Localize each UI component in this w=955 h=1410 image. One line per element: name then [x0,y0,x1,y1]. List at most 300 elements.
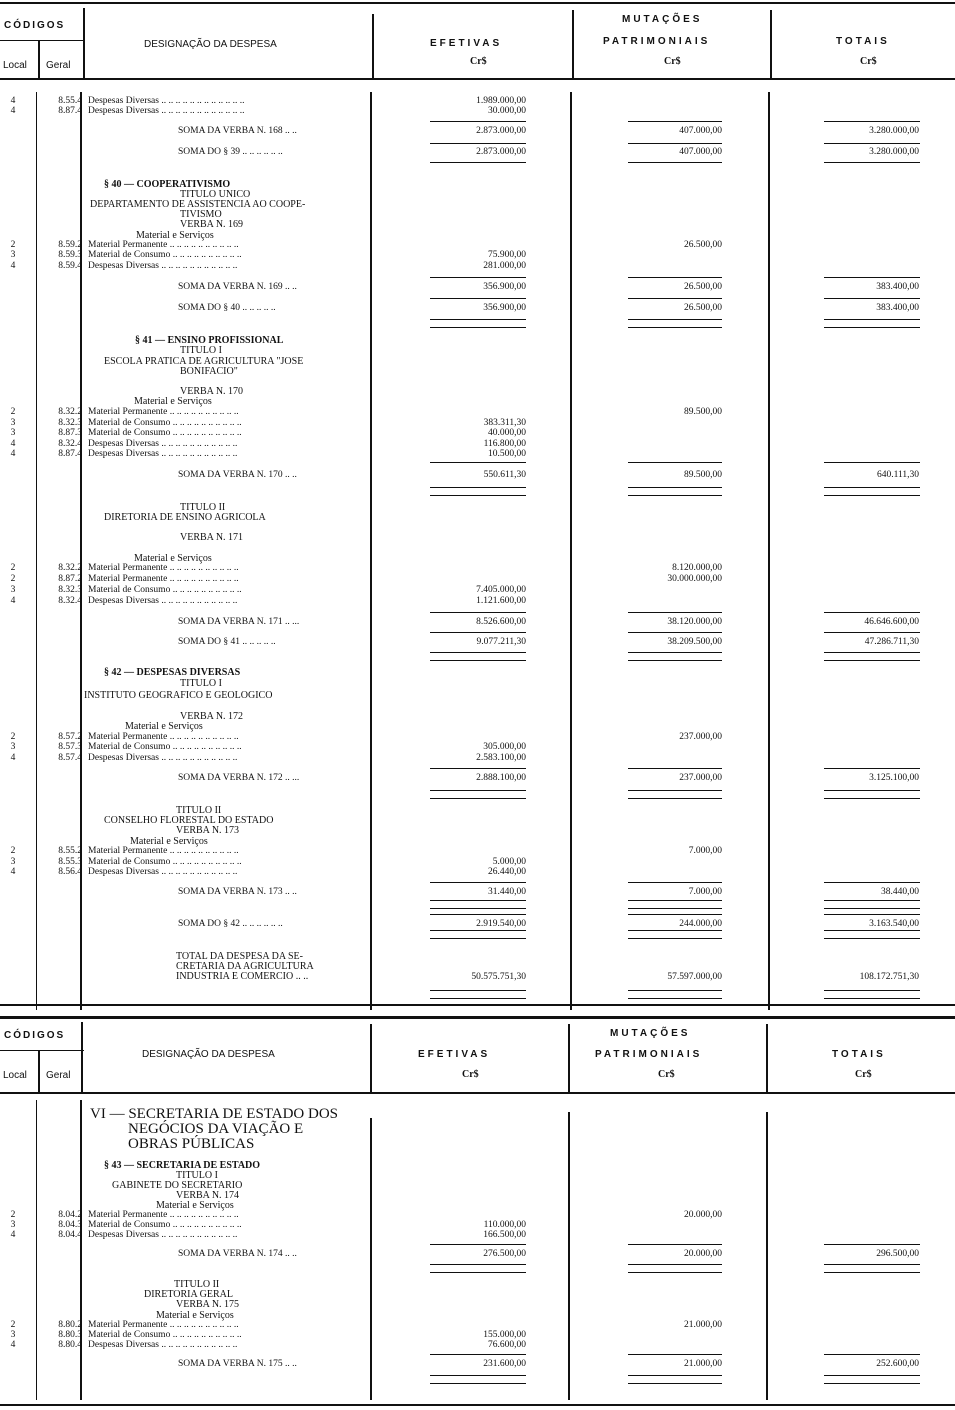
sum-rule [824,914,920,915]
verba-171-label: VERBA N. 171 [180,532,244,543]
sum-rule [430,298,526,299]
totais-value: 640.111,30 [876,470,919,480]
sum-rule [628,660,722,661]
code-local: 3 [10,742,16,752]
table-row [0,470,955,481]
sum-rule [628,462,722,463]
table-row [0,887,955,898]
header-geral: Geral [46,60,71,71]
mutacoes-value: 21.000,00 [684,1359,722,1369]
material-servicos-169: Material e Serviços [136,230,214,241]
sum-rule [628,914,722,915]
mutacoes-value: 244.000,00 [679,919,722,929]
sum-rule [430,462,526,463]
sum-rule [628,121,722,122]
code-geral: 8.04.4 [58,1230,82,1240]
row-description: Material de Consumo .. .. .. .. .. .. .. .. .. .. [88,742,242,752]
sum-rule [824,660,920,661]
row-description: Material de Consumo .. .. .. .. .. .. .. .. .. .. [88,1220,242,1230]
table-row [0,1340,955,1351]
efetivas-value: 40.000,00 [488,428,526,438]
section-40-dept-2: TIVISMO [180,209,222,220]
verba-174-label: VERBA N. 174 [176,1190,240,1201]
sum-rule [430,162,526,163]
code-local: 2 [10,574,16,584]
mutacoes-value: 26.500,00 [684,282,722,292]
code-local: 2 [10,1320,16,1330]
efetivas-value: 356.900,00 [483,282,526,292]
section-40-title: § 40 — COOPERATIVISMO [104,179,231,190]
header-efetivas-2: EFETIVAS [418,1049,491,1060]
table-row [0,919,955,930]
row-description: Material Permanente .. .. .. .. .. .. .. .. .. .. [88,574,239,584]
efetivas-value: 305.000,00 [483,742,526,752]
totais-value: 383.400,00 [876,282,919,292]
row-description: Material de Consumo .. .. .. .. .. .. .. .. .. .. [88,418,242,428]
material-servicos-171: Material e Serviços [134,553,212,564]
sum-rule [824,1272,920,1273]
efetivas-value: 231.600,00 [483,1359,526,1369]
sum-rule [824,277,920,278]
sum-rule [628,162,722,163]
table-header-bottom [0,1012,955,1096]
row-description: SOMA DO § 40 .. .. .. .. .. [178,303,276,313]
sum-rule [824,652,920,653]
sum-rule [824,998,920,999]
sum-rule [628,798,722,799]
sum-rule [824,143,920,144]
conselho-florestal: CONSELHO FLORESTAL DO ESTADO [104,815,274,826]
table-row [0,574,955,585]
row-description: SOMA DO § 41 .. .. .. .. .. [178,637,276,647]
sum-rule [628,632,722,633]
row-description: Material Permanente .. .. .. .. .. .. .. .. .. .. [88,1320,239,1330]
table-row [0,972,955,983]
mutacoes-value: 38.209.500,00 [667,637,722,647]
sum-rule [430,1383,526,1384]
sum-rule [628,1375,722,1376]
sum-rule [824,1264,920,1265]
efetivas-value: 116.800,00 [483,439,526,449]
sum-rule [430,632,526,633]
table-row [0,617,955,628]
row-description: Material Permanente .. .. .. .. .. .. .. .. .. .. [88,407,239,417]
row-description: Material Permanente .. .. .. .. .. .. .. .. .. .. [88,563,239,573]
sum-rule [430,798,526,799]
totais-value: 3.280.000,00 [869,147,919,157]
code-local: 3 [10,585,16,595]
totais-value: 383.400,00 [876,303,919,313]
table-row [0,846,955,857]
sum-rule [430,908,526,909]
code-geral: 8.32.4 [58,596,82,606]
section-vi-title-3: OBRAS PÚBLICAS [128,1136,255,1152]
section-41-titulo: TITULO I [180,345,222,356]
sum-rule [824,1375,920,1376]
efetivas-value: 2.873.000,00 [476,126,526,136]
sum-rule [824,1244,920,1245]
sum-rule [628,298,722,299]
mutacoes-value: 57.597.000,00 [667,972,722,982]
table-row [0,867,955,878]
header-mutacoes-line1: MUTAÇÕES [622,14,703,25]
header-designacao: DESIGNAÇÃO DA DESPESA [144,39,277,50]
efetivas-value: 8.526.600,00 [476,617,526,627]
table-row [0,147,955,158]
material-servicos-173: Material e Serviços [130,836,208,847]
code-geral: 8.57.4 [58,753,82,763]
sum-rule [824,632,920,633]
code-geral: 8.59.3 [58,250,82,260]
sum-rule [430,652,526,653]
sum-rule [430,487,526,488]
sum-rule [824,612,920,613]
code-geral: 8.80.3 [58,1330,82,1340]
header-mutacoes-line1-2: MUTAÇÕES [610,1028,691,1039]
sum-rule [824,319,920,320]
efetivas-value: 110.000,00 [483,1220,526,1230]
efetivas-value: 1.989.000,00 [476,96,526,106]
row-description: SOMA DA VERBA N. 175 .. .. [178,1359,297,1369]
sum-rule [824,298,920,299]
header-codigos-2: CÓDIGOS [4,1030,66,1041]
mutacoes-value: 26.500,00 [684,303,722,313]
header-totais-currency: Cr$ [860,56,877,67]
efetivas-value: 26.440,00 [488,867,526,877]
sum-rule [430,930,526,931]
row-description: Material de Consumo .. .. .. .. .. .. .. .. .. .. [88,1330,242,1340]
sum-rule [628,938,722,939]
sum-rule [430,990,526,991]
sum-rule [430,914,526,915]
code-local: 3 [10,1220,16,1230]
row-description: Material de Consumo .. .. .. .. .. .. .. .. .. .. [88,250,242,260]
sum-rule [824,495,920,496]
totais-value: 38.440,00 [881,887,919,897]
mutacoes-value: 26.500,00 [684,240,722,250]
row-description: SOMA DA VERBA N. 172 .. ... [178,773,300,783]
code-local: 2 [10,1210,16,1220]
code-geral: 8.59.2 [58,240,82,250]
row-description: Despesas Diversas .. .. .. .. .. .. .. .. .. .. .. [88,261,238,271]
mutacoes-value: 7.000,00 [688,887,722,897]
mutacoes-value: 20.000,00 [684,1249,722,1259]
sum-rule [628,1264,722,1265]
sum-rule [824,162,920,163]
sum-rule [430,327,526,328]
row-description: SOMA DA VERBA N. 169 .. .. [178,282,297,292]
sum-rule [430,998,526,999]
efetivas-value: 2.919.540,00 [476,919,526,929]
totais-value: 46.646.600,00 [864,617,919,627]
code-local: 4 [10,106,16,116]
section-42-titulo: TITULO I [180,678,222,689]
table-row [0,742,955,753]
table-row [0,126,955,137]
code-geral: 8.32.4 [58,439,82,449]
section-41-escola-2: BONIFACIO" [180,366,238,377]
row-description: SOMA DA VERBA N. 171 .. ... [178,617,300,627]
efetivas-value: 76.600,00 [488,1340,526,1350]
sum-rule [628,1244,722,1245]
efetivas-value: 2.583.100,00 [476,753,526,763]
efetivas-value: 5.000,00 [492,857,526,867]
table-row [0,773,955,784]
instituto-geografico: INSTITUTO GEOGRAFICO E GEOLOGICO [84,690,273,701]
sum-rule [430,277,526,278]
sum-rule [430,790,526,791]
section-vi-title-1: VI — SECRETARIA DE ESTADO DOS [90,1106,339,1122]
efetivas-value: 2.873.000,00 [476,147,526,157]
section-41-title: § 41 — ENSINO PROFISSIONAL [135,335,284,346]
gabinete-secretario: GABINETE DO SECRETARIO [112,1180,243,1191]
efetivas-value: 281.000,00 [483,261,526,271]
code-geral: 8.80.4 [58,1340,82,1350]
code-local: 4 [10,1340,16,1350]
efetivas-value: 10.500,00 [488,449,526,459]
totais-value: 3.163.540,00 [869,919,919,929]
table-row [0,282,955,293]
header-designacao-2: DESIGNAÇÃO DA DESPESA [142,1049,275,1060]
code-geral: 8.57.3 [58,742,82,752]
material-servicos-170: Material e Serviços [134,396,212,407]
code-local: 3 [10,418,16,428]
efetivas-value: 1.121.600,00 [476,596,526,606]
sum-rule [628,990,722,991]
sum-rule [824,790,920,791]
row-description: Material de Consumo .. .. .. .. .. .. .. .. .. .. [88,428,242,438]
section-42-title: § 42 — DESPESAS DIVERSAS [104,667,241,678]
sum-rule [824,882,920,883]
material-servicos-175: Material e Serviços [156,1310,234,1321]
sum-rule [628,612,722,613]
sum-rule [628,908,722,909]
sum-rule [430,1375,526,1376]
sum-rule [824,990,920,991]
code-local: 4 [10,96,16,106]
sum-rule [628,1383,722,1384]
mutacoes-value: 30.000.000,00 [667,574,722,584]
totais-value: 108.172.751,30 [859,972,919,982]
code-local: 4 [10,596,16,606]
header-local: Local [3,60,27,71]
sum-rule [430,1264,526,1265]
row-description: Despesas Diversas .. .. .. .. .. .. .. .. .. .. .. .. [88,106,245,116]
table-row [0,563,955,574]
sum-rule [628,495,722,496]
efetivas-value: 75.900,00 [488,250,526,260]
sum-rule [430,143,526,144]
sum-rule [430,660,526,661]
sum-rule [628,1354,722,1355]
totais-value: 47.286.711,30 [864,637,919,647]
header-totais-2: TOTAIS [832,1049,886,1060]
code-local: 3 [10,1330,16,1340]
row-description: SOMA DO § 39 .. .. .. .. .. .. [178,147,283,157]
verba-175-label: VERBA N. 175 [176,1299,240,1310]
header-totais-currency-2: Cr$ [855,1069,872,1080]
header-mutacoes-line2-2: PATRIMONIAIS [595,1049,703,1060]
section-43-titulo: TITULO I [176,1170,218,1181]
sum-rule [430,938,526,939]
table-row [0,1359,955,1370]
sum-rule [824,462,920,463]
sum-rule [824,900,920,901]
efetivas-value: 50.575.751,30 [471,972,526,982]
code-local: 2 [10,240,16,250]
sum-rule [0,1004,955,1006]
sum-rule [824,908,920,909]
sum-rule [430,1244,526,1245]
row-description: Material de Consumo .. .. .. .. .. .. .. .. .. .. [88,585,242,595]
sum-rule [430,900,526,901]
table-row [0,106,955,117]
code-local: 2 [10,846,16,856]
mutacoes-value: 407.000,00 [679,126,722,136]
row-description: Despesas Diversas .. .. .. .. .. .. .. .. .. .. .. [88,596,238,606]
totais-value: 252.600,00 [876,1359,919,1369]
material-servicos-172: Material e Serviços [125,721,203,732]
sum-rule [628,930,722,931]
table-row [0,753,955,764]
section-40-dept-1: DEPARTAMENTO DE ASSISTENCIA AO COOPE- [90,199,306,210]
row-description: Material Permanente .. .. .. .. .. .. .. .. .. .. [88,1210,239,1220]
sum-rule [628,768,722,769]
code-local: 3 [10,428,16,438]
table-row [0,596,955,607]
verba-173-label: VERBA N. 173 [176,825,240,836]
code-local: 2 [10,732,16,742]
verba-170-label: VERBA N. 170 [180,386,244,397]
row-description: Despesas Diversas .. .. .. .. .. .. .. .. .. .. .. .. [88,96,245,106]
sum-rule [824,1383,920,1384]
sum-rule [430,495,526,496]
row-description: SOMA DA VERBA N. 174 .. .. [178,1249,297,1259]
row-description: SOMA DA VERBA N. 168 .. .. [178,126,297,136]
table-row [0,261,955,272]
sum-rule [824,121,920,122]
code-geral: 8.32.3 [58,418,82,428]
code-geral: 8.57.2 [58,732,82,742]
code-local: 4 [10,261,16,271]
code-geral: 8.04.2 [58,1210,82,1220]
sum-rule [628,790,722,791]
sum-rule [628,998,722,999]
sum-rule [824,930,920,931]
code-local: 4 [10,867,16,877]
verba-169-label: VERBA N. 169 [180,219,244,230]
diretoria-geral: DIRETORIA GERAL [144,1289,233,1300]
sum-rule [430,768,526,769]
header-mutacoes-currency: Cr$ [664,56,681,67]
sum-rule [430,1354,526,1355]
code-local: 3 [10,857,16,867]
efetivas-value: 7.405.000,00 [476,585,526,595]
efetivas-value: 356.900,00 [483,303,526,313]
mutacoes-value: 89.500,00 [684,407,722,417]
sum-rule [628,487,722,488]
code-geral: 8.80.2 [58,1320,82,1330]
sum-rule [628,652,722,653]
code-geral: 8.04.3 [58,1220,82,1230]
efetivas-value: 276.500,00 [483,1249,526,1259]
titulo-2-diretoria: TITULO II [180,502,226,513]
row-description: Despesas Diversas .. .. .. .. .. .. .. .. .. .. .. [88,753,238,763]
efetivas-value: 31.440,00 [488,887,526,897]
table-row [0,449,955,460]
table-row [0,250,955,261]
mutacoes-value: 237.000,00 [679,732,722,742]
sum-rule [628,900,722,901]
sum-rule [824,798,920,799]
table-row [0,1249,955,1260]
row-description: Material Permanente .. .. .. .. .. .. .. .. .. .. [88,846,239,856]
verba-172-label: VERBA N. 172 [180,711,244,722]
sum-rule [628,327,722,328]
sum-rule [824,327,920,328]
table-row [0,1230,955,1241]
code-geral: 8.32.2 [58,407,82,417]
row-description: Despesas Diversas .. .. .. .. .. .. .. .. .. .. .. [88,449,238,459]
mutacoes-value: 38.120.000,00 [667,617,722,627]
header-codigos: CÓDIGOS [4,20,66,31]
titulo-2-diretoria-geral: TITULO II [174,1279,220,1290]
code-geral: 8.55.4 [58,96,82,106]
efetivas-value: 9.077.211,30 [476,637,526,647]
code-local: 4 [10,1230,16,1240]
efetivas-value: 383.311,30 [483,418,526,428]
sum-rule [824,1354,920,1355]
sum-rule [824,768,920,769]
sum-rule [824,938,920,939]
code-local: 4 [10,439,16,449]
totais-value: 3.280.000,00 [869,126,919,136]
totais-value: 296.500,00 [876,1249,919,1259]
section-43-title: § 43 — SECRETARIA DE ESTADO [104,1160,261,1171]
table-header-top [0,0,955,74]
code-geral: 8.87.4 [58,449,82,459]
code-local: 4 [10,753,16,763]
header-efetivas-currency-2: Cr$ [462,1069,479,1080]
table-row [0,303,955,314]
code-geral: 8.87.2 [58,574,82,584]
header-totais: TOTAIS [836,36,890,47]
mutacoes-value: 20.000,00 [684,1210,722,1220]
header-geral-2: Geral [46,1070,71,1081]
sum-rule [628,1272,722,1273]
row-description: Material Permanente .. .. .. .. .. .. .. .. .. .. [88,240,239,250]
table-row [0,637,955,648]
sum-rule [430,612,526,613]
section-40-titulo: TITULO UNICO [180,189,251,200]
code-geral: 8.87.4 [58,106,82,116]
section-vi-title-2: NEGÓCIOS DA VIAÇÃO E [128,1121,304,1137]
code-local: 4 [10,449,16,459]
total-label-3: INDUSTRIA E COMERCIO .. .. [176,971,309,982]
code-geral: 8.56.4 [58,867,82,877]
row-description: SOMA DO § 42 .. .. .. .. .. .. [178,919,283,929]
code-geral: 8.55.3 [58,857,82,867]
sum-rule [628,277,722,278]
mutacoes-value: 21.000,00 [684,1320,722,1330]
sum-rule [430,121,526,122]
header-efetivas-currency: Cr$ [470,56,487,67]
diretoria-ensino: DIRETORIA DE ENSINO AGRICOLA [104,512,266,523]
row-description: Despesas Diversas .. .. .. .. .. .. .. .. .. .. .. [88,1230,238,1240]
header-local-2: Local [3,1070,27,1081]
row-description: Despesas Diversas .. .. .. .. .. .. .. .. .. .. .. [88,867,238,877]
efetivas-value: 155.000,00 [483,1330,526,1340]
